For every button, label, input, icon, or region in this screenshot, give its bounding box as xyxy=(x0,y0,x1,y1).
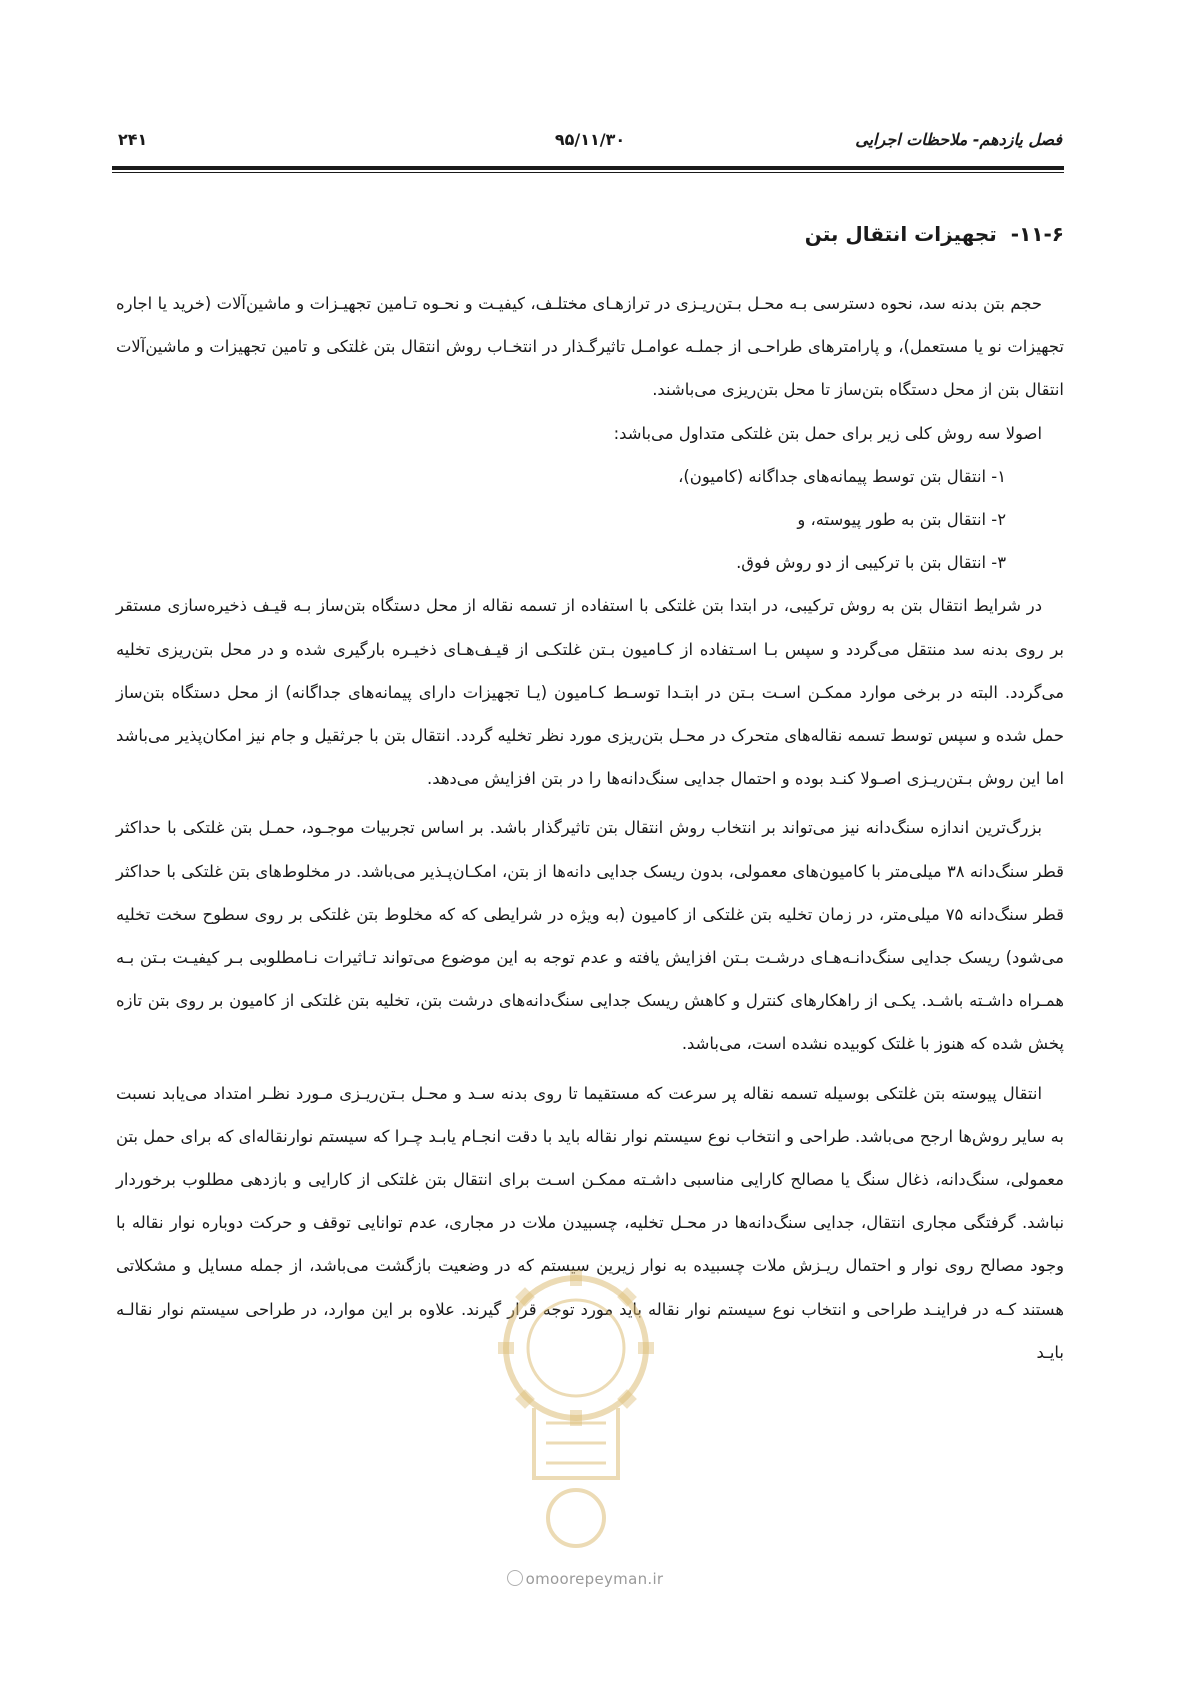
body-text xyxy=(116,282,1064,1374)
paragraph: حجم بتن بدنه سد، نحوه دسترسی بـه محـل بـتن‌ریـزی در ترازهـای مختلـف، کیفیـت و نحـوه تـامین تجهیـزات و ماشین‌آلات (خرید یا اجاره تجهیزات نو یا مستعمل)، و پارامترهای طراحـی از جملـه عوامـل تاثیرگـذار در انتخـاب روش انتقال بتن غلتکی و تامین تجهیزات و ماشین‌آلات انتقال بتن از محل دستگاه بتن‌ساز تا محل بتن‌ریزی می‌باشند. xyxy=(116,294,1064,400)
paragraph: اصولا سه روش کلی زیر برای حمل بتن غلتکی متداول می‌باشد: xyxy=(613,423,1042,443)
paragraph: در شرایط انتقال بتن به روش ترکیبی، در ابتدا بتن غلتکی با استفاده از تسمه نقاله از محل دستگاه بتن‌ساز بـه قیـف ذخیره‌سازی مستقر بر روی بدنه سد منتقل می‌گردد و سپس بـا اسـتفاده از کـامیون بـتن غلتکـی از قیـف‌هـای ذخیـره بارگیری شده و در محل بتن‌ریزی تخلیه می‌گردد. البته در برخی موارد ممکـن اسـت بـتن در ابتـدا توسـط کـامیون (یـا تجهیزات دارای پیمانه‌های جداگانه) از محل دستگاه بتن‌ساز حمل شده و سپس توسط تسمه نقاله‌های متحرک در محـل بتن‌ریزی مورد نظر تخلیه گردد. انتقال بتن با جرثقیل و جام نیز امکان‌پذیر می‌باشد اما این روش بـتن‌ریـزی اصـولا کنـد بوده و احتمال جدایی سنگ‌دانه‌ها را در بتن افزایش می‌دهد. xyxy=(116,596,1064,789)
paragraph: انتقال پیوسته بتن غلتکی بوسیله تسمه نقاله پر سرعت که مستقیما تا روی بدنه سـد و محـل بـتن‌ریـزی مـورد نظـر امتداد می‌یابد نسبت به سایر روش‌ها ارجح می‌باشد. طراحی و انتخاب نوع سیستم نوار نقاله باید با دقت انجـام یابـد چـرا که سیستم نوارنقاله‌ای که برای حمل بتن معمولی، سنگ‌دانه، ذغال سنگ یا مصالح کارایی مناسبی داشـته ممکـن اسـت برای انتقال بتن غلتکی از کارایی و بازدهی مطلوب برخوردار نباشد. گرفتگی مجاری انتقال، جدایی سنگ‌دانه‌ها در محـل تخلیه، چسبیدن ملات در مجاری، عدم توانایی توقف و حرکت دوباره نوار نقاله با وجود مصالح روی نوار و احتمال ریـزش ملات چسبیده به نوار زیرین سیستم که در وضعیت بازگشت می‌باشد، از جمله مسایل و مشکلاتی هستند کـه در فراینـد طراحی و انتخاب نوع سیستم نوار نقاله باید مورد توجه قرار گیرند. علاوه بر این موارد، در طراحی سیستم نوار نقالـه بایـد xyxy=(116,1083,1064,1362)
section-heading xyxy=(805,222,1064,246)
watermark-url: omoorepeyman.ir xyxy=(525,1570,664,1588)
at-icon xyxy=(507,1570,523,1586)
header-rule-thick xyxy=(112,166,1064,170)
header-date: ۹۵/۱۱/۳۰ xyxy=(554,130,626,149)
header-rule-thin xyxy=(112,172,1064,173)
chapter-title: فصل یازدهم- ملاحظات اجرایی xyxy=(855,130,1062,149)
list-item: ۲- انتقال بتن به طور پیوسته، و xyxy=(797,510,1006,530)
list-item: ۱- انتقال بتن توسط پیمانه‌های جداگانه (کامیون)، xyxy=(678,466,1006,486)
paragraph: بزرگ‌ترین اندازه سنگ‌دانه نیز می‌تواند بر انتخاب روش انتقال بتن تاثیرگذار باشد. بر اساس تجربیات موجـود، حمـل بتن غلتکی با حداکثر قطر سنگ‌دانه ۳۸ میلی‌متر با کامیون‌های معمولی، بدون ریسک جدایی دانه‌ها از بتن، امکـان‌پـذیر می‌باشد. در مخلوط‌های بتن غلتکی با حداکثر قطر سنگ‌دانه ۷۵ میلی‌متر، در زمان تخلیه بتن غلتکی از کامیون (به ویژه در شرایطی که که مخلوط بتن غلتکی بر روی سطوح سخت تخلیه می‌شود) ریسک جدایی سنگ‌دانـه‌هـای درشـت بـتن افزایش یافته و عدم توجه به این موضوع می‌تواند تـاثیرات نـامطلوبی بـر کیفیـت بـتن بـه همـراه داشـته باشـد. یکـی از راهکارهای کنترل و کاهش ریسک جدایی سنگ‌دانه‌های درشت بتن، تخلیه بتن غلتکی از کامیون بر روی بتن تازه پخش شده که هنوز با غلتک کوبیده نشده است، می‌باشد. xyxy=(116,818,1065,1054)
page-number: ۲۴۱ xyxy=(118,130,148,149)
list-item: ۳- انتقال بتن با ترکیبی از دو روش فوق. xyxy=(736,553,1006,573)
section-number: ۱۱-۶- xyxy=(1010,222,1064,246)
section-title: تجهیزات انتقال بتن xyxy=(804,222,997,246)
watermark-site xyxy=(490,1570,680,1588)
page-header xyxy=(118,130,1062,160)
